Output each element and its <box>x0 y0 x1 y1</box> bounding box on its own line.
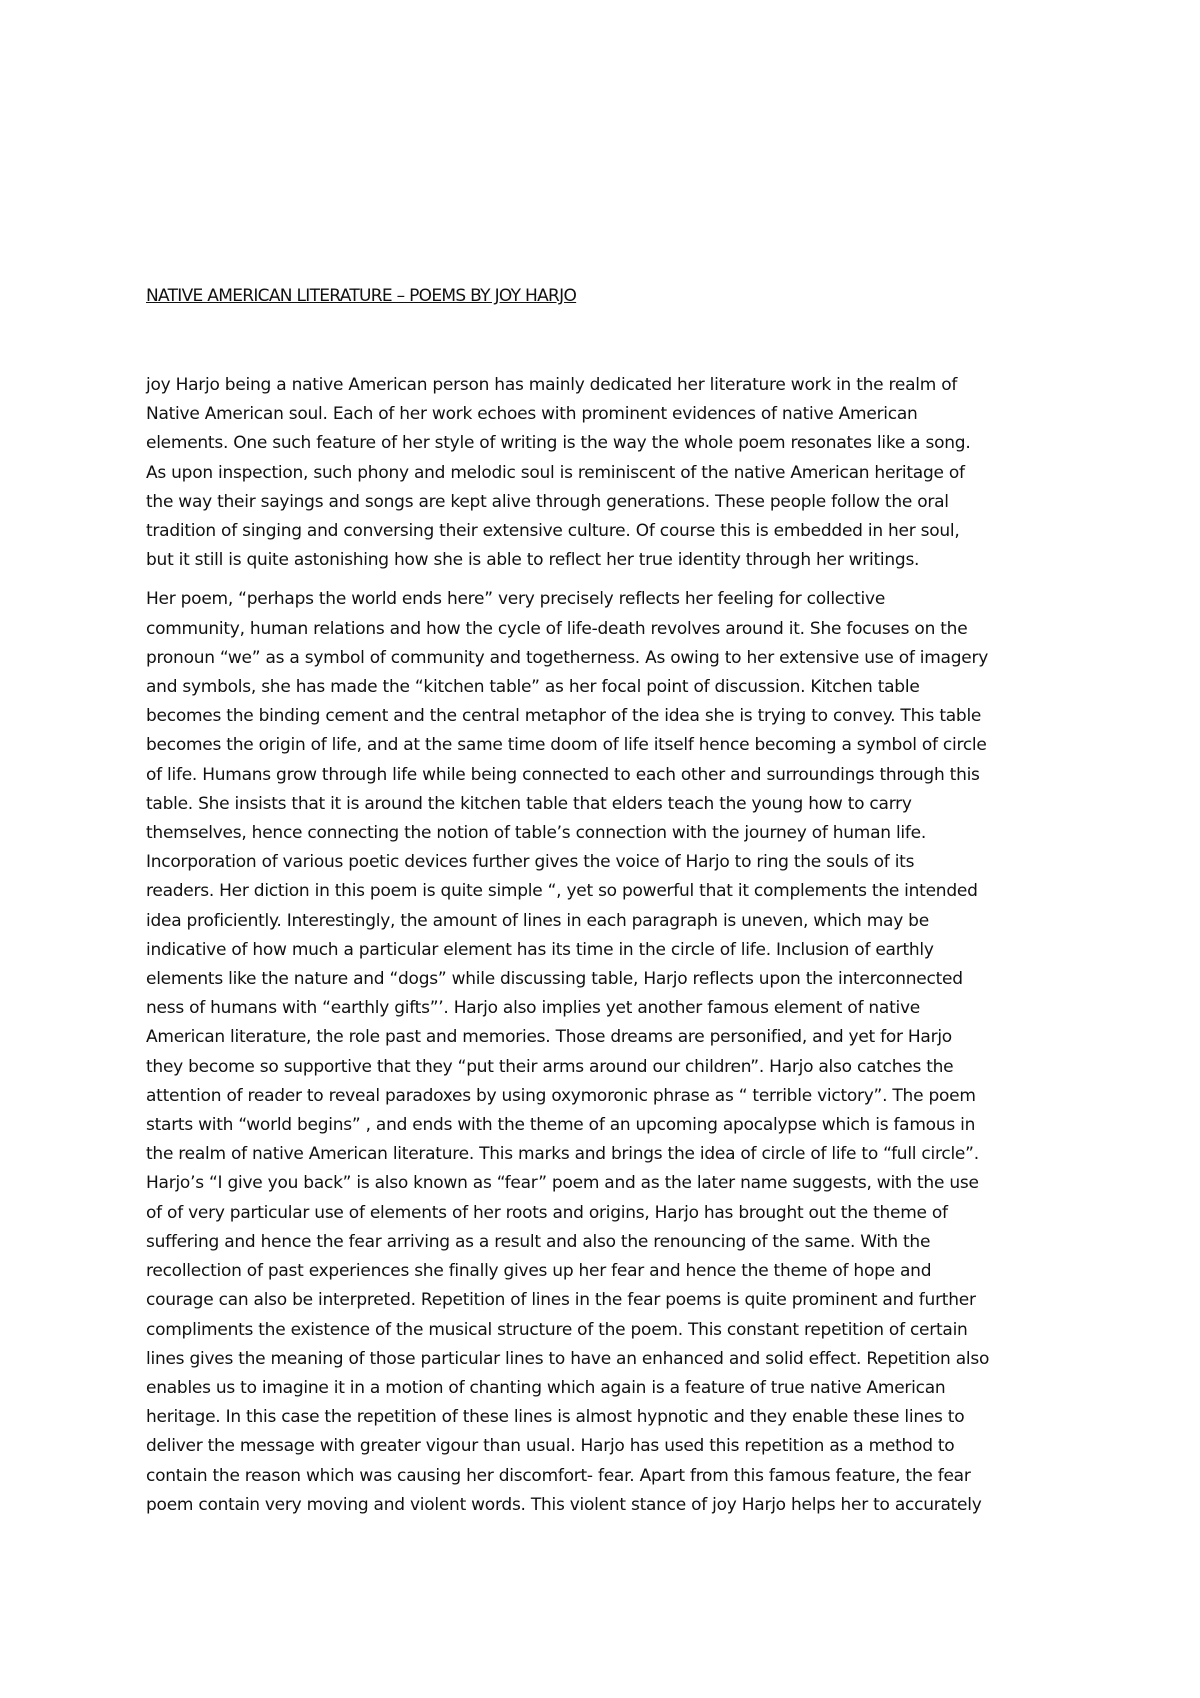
text-line: ness of humans with “earthly gifts”’. Harjo also implies yet another famous element of native <box>146 998 920 1019</box>
document-body <box>146 284 1066 1530</box>
text-line: starts with “world begins” , and ends with the theme of an upcoming apocalypse which is famous in <box>146 1115 976 1136</box>
text-line: heritage. In this case the repetition of these lines is almost hypnotic and they enable these lines to <box>146 1407 965 1428</box>
text-line: table. She insists that it is around the kitchen table that elders teach the young how to carry <box>146 793 912 814</box>
text-line: becomes the origin of life, and at the same time doom of life itself hence becoming a symbol of circle <box>146 735 987 756</box>
text-line: attention of reader to reveal paradoxes by using oxymoronic phrase as “ terrible victory”. The poem <box>146 1085 976 1106</box>
text-line: idea proficiently. Interestingly, the amount of lines in each paragraph is uneven, which may be <box>146 910 929 931</box>
text-line: becomes the binding cement and the central metaphor of the idea she is trying to convey. This table <box>146 706 982 727</box>
text-line: indicative of how much a particular element has its time in the circle of life. Inclusion of earthly <box>146 939 934 960</box>
text-line: the way their sayings and songs are kept alive through generations. These people follow the oral <box>146 491 949 512</box>
text-line: and symbols, she has made the “kitchen table” as her focal point of discussion. Kitchen table <box>146 677 920 698</box>
text-line: but it still is quite astonishing how she is able to reflect her true identity through her writings. <box>146 550 920 571</box>
text-line: readers. Her diction in this poem is quite simple “, yet so powerful that it complements the intended <box>146 881 978 902</box>
paragraph-1 <box>146 371 1066 575</box>
text-line: As upon inspection, such phony and melodic soul is reminiscent of the native American heritage of <box>146 462 965 483</box>
text-line: courage can also be interpreted. Repetition of lines in the fear poems is quite prominent and further <box>146 1290 976 1311</box>
text-line: tradition of singing and conversing their extensive culture. Of course this is embedded in her soul, <box>146 521 960 542</box>
paragraph-2 <box>146 585 1066 1520</box>
text-line: they become so supportive that they “put their arms around our children”. Harjo also catches the <box>146 1056 954 1077</box>
text-line: themselves, hence connecting the notion of table’s connection with the journey of human life. <box>146 823 926 844</box>
document-title: NATIVE AMERICAN LITERATURE – POEMS BY JOY HARJO <box>146 286 577 306</box>
text-line: elements. One such feature of her style of writing is the way the whole poem resonates like a song. <box>146 433 971 454</box>
text-line: poem contain very moving and violent words. This violent stance of joy Harjo helps her to accurately <box>146 1494 982 1515</box>
text-line: Her poem, “perhaps the world ends here” very precisely reflects her feeling for collective <box>146 589 886 610</box>
text-line: enables us to imagine it in a motion of chanting which again is a feature of true native American <box>146 1377 946 1398</box>
text-line: the realm of native American literature. This marks and brings the idea of circle of life to “full circle”. <box>146 1144 979 1165</box>
text-line: recollection of past experiences she finally gives up her fear and hence the theme of hope and <box>146 1261 932 1282</box>
text-line: lines gives the meaning of those particular lines to have an enhanced and solid effect. Repetition also <box>146 1348 990 1369</box>
text-line: pronoun “we” as a symbol of community and togetherness. As owing to her extensive use of imagery <box>146 647 989 668</box>
text-line: contain the reason which was causing her discomfort- fear. Apart from this famous feature, the fear <box>146 1465 971 1486</box>
text-line: elements like the nature and “dogs” while discussing table, Harjo reflects upon the interconnected <box>146 969 963 990</box>
text-line: Native American soul. Each of her work echoes with prominent evidences of native American <box>146 404 918 425</box>
text-line: of life. Humans grow through life while being connected to each other and surroundings through this <box>146 764 980 785</box>
text-line: suffering and hence the fear arriving as a result and also the renouncing of the same. With the <box>146 1231 931 1252</box>
text-line: American literature, the role past and memories. Those dreams are personified, and yet for Harjo <box>146 1027 952 1048</box>
text-line: compliments the existence of the musical structure of the poem. This constant repetition of certain <box>146 1319 968 1340</box>
text-line: community, human relations and how the cycle of life-death revolves around it. She focuses on the <box>146 618 968 639</box>
text-line: of of very particular use of elements of her roots and origins, Harjo has brought out the theme of <box>146 1202 948 1223</box>
text-line: joy Harjo being a native American person has mainly dedicated her literature work in the realm of <box>146 375 958 395</box>
text-line: Incorporation of various poetic devices further gives the voice of Harjo to ring the souls of its <box>146 852 915 873</box>
text-line: deliver the message with greater vigour than usual. Harjo has used this repetition as a method to <box>146 1436 955 1457</box>
text-line: Harjo’s “I give you back” is also known as “fear” poem and as the later name suggests, with the use <box>146 1173 979 1194</box>
